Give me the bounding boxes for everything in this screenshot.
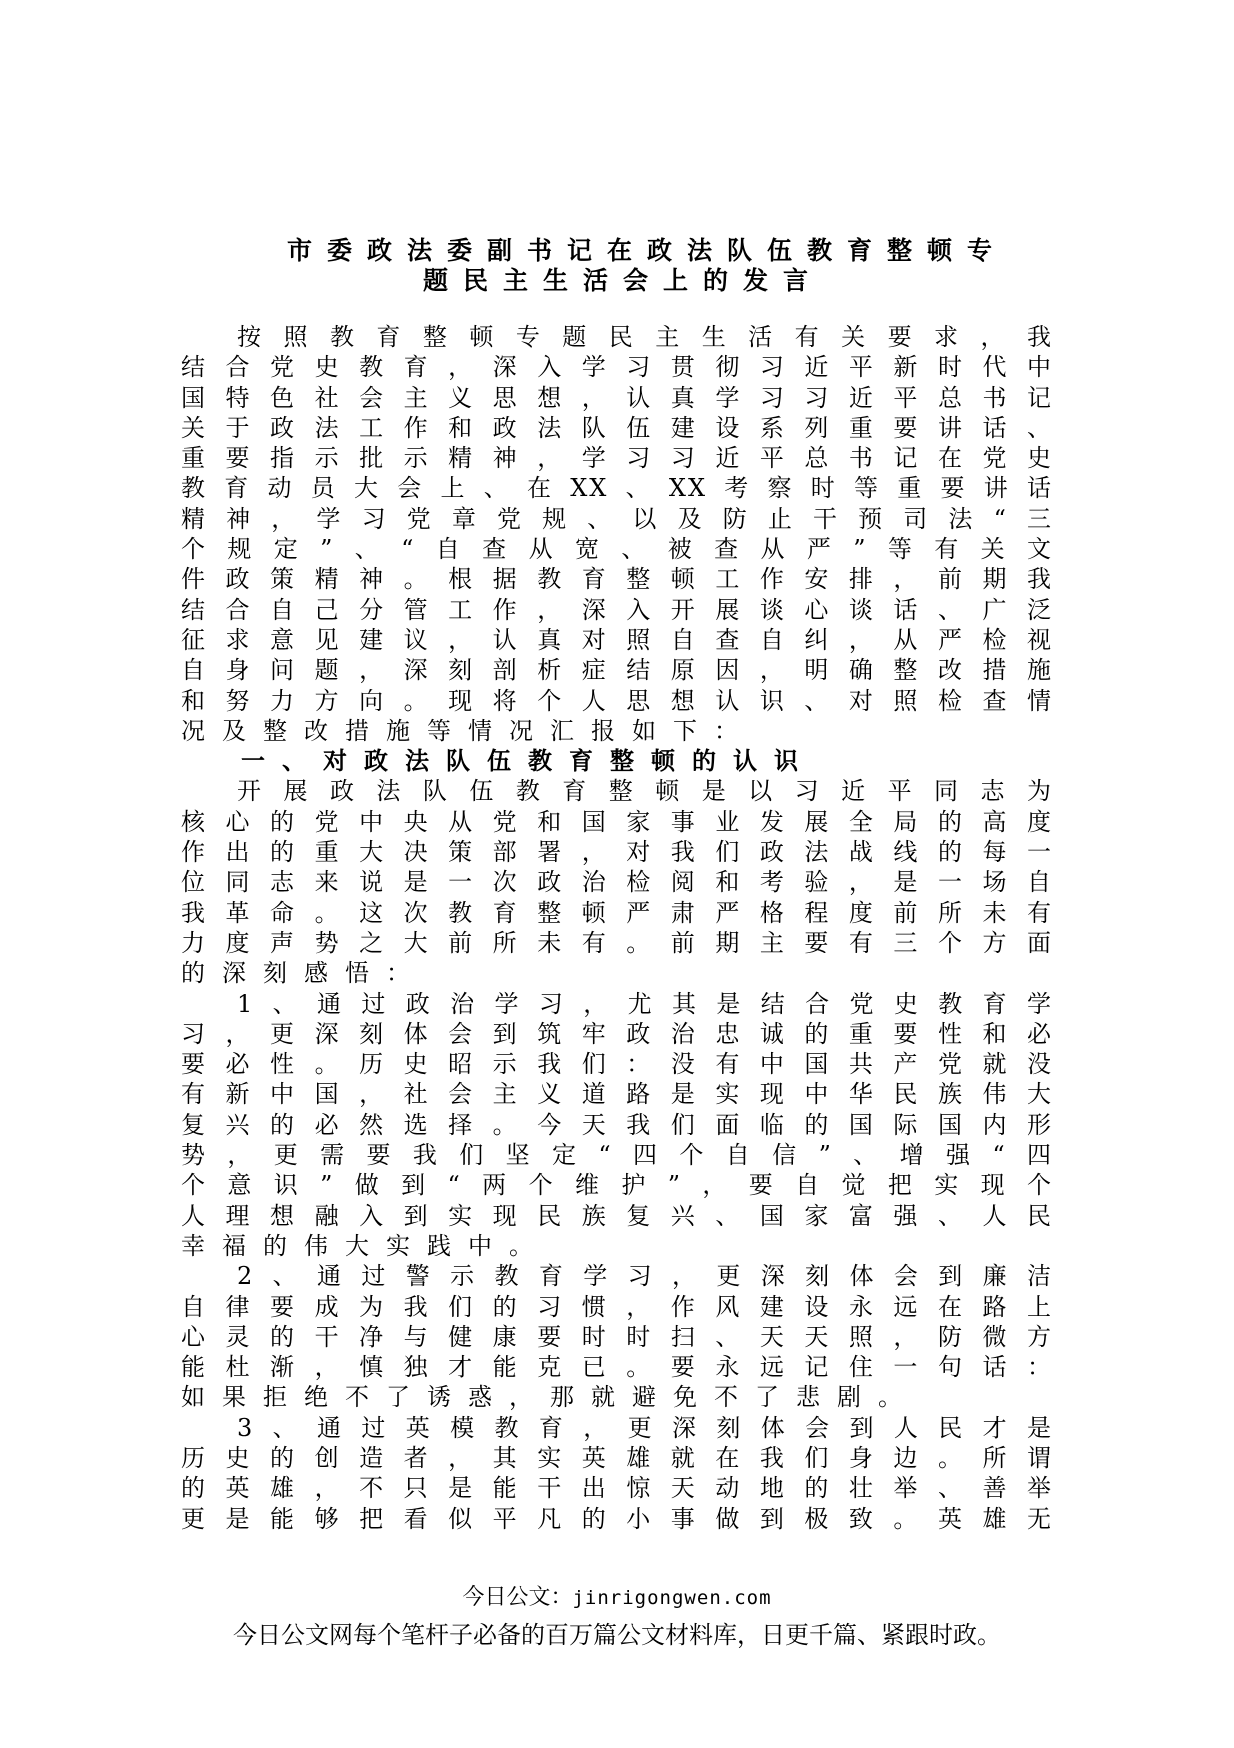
body-line: 要必性。历史昭示我们：没有中国共产党就没: [181, 1050, 1053, 1079]
body-line: 复兴的必然选择。今天我们面临的国际国内形: [181, 1110, 1053, 1139]
body-line: 2、通过警示教育学习，更深刻体会到廉洁: [237, 1262, 1053, 1291]
body-line: 更是能够把看似平凡的小事做到极致。英雄无: [181, 1504, 1053, 1533]
footer-url-link[interactable]: jinrigongwen.com: [572, 1587, 772, 1609]
body-line: 1、通过政治学习，尤其是结合党史教育学: [237, 989, 1053, 1018]
body-line: 历史的创造者，其实英雄就在我们身边。所谓: [181, 1443, 1053, 1472]
body-line: 个规定”、“自查从宽、被查从严”等有关文: [181, 535, 1053, 564]
body-line: 作出的重大决策部署，对我们政法战线的每一: [181, 838, 1053, 867]
body-line: 的英雄，不只是能干出惊天动地的壮举、善举: [181, 1474, 1053, 1503]
body-line: 和努力方向。现将个人思想认识、对照检查情: [181, 686, 1053, 715]
body-line: 开展政法队伍教育整顿是以习近平同志为: [237, 777, 1053, 806]
body-line: 有新中国，社会主义道路是实现中华民族伟大: [181, 1080, 1053, 1109]
body-line: 自律要成为我们的习惯，作风建设永远在路上: [181, 1292, 1053, 1321]
document-title-line-1: 市委政法委副书记在政法队伍教育整顿专: [286, 236, 1007, 265]
body-line: 重要指示批示精神，学习习近平总书记在党史: [181, 444, 1053, 473]
body-line: 心灵的干净与健康要时时扫、天天照，防微方: [181, 1322, 1053, 1351]
body-line: 精神，学习党章党规、以及防止干预司法“三: [181, 504, 1053, 533]
body-line: 习，更深刻体会到筑牢政治忠诚的重要性和必: [181, 1019, 1053, 1048]
footer-brand: [0, 1584, 1234, 1612]
body-line: 个意识”做到“两个维护”，要自觉把实现个: [181, 1171, 1053, 1200]
body-line: 位同志来说是一次政治检阅和考验，是一场自: [181, 868, 1053, 897]
body-line: 征求意见建议，认真对照自查自纠，从严检视: [181, 625, 1053, 654]
body-line: 自身问题，深刻剖析症结原因，明确整改措施: [181, 656, 1053, 685]
body-line: 的深刻感悟：: [181, 959, 427, 988]
body-line: 结合党史教育，深入学习贯彻习近平新时代中: [181, 353, 1053, 382]
body-line: 力度声势之大前所未有。前期主要有三个方面: [181, 928, 1053, 957]
body-line: 人理想融入到实现民族复兴、国家富强、人民: [181, 1201, 1053, 1230]
body-line: 国特色社会主义思想，认真学习习近平总书记: [181, 383, 1053, 412]
body-line: 关于政法工作和政法队伍建设系列重要讲话、: [181, 413, 1053, 442]
body-line: 我革命。这次教育整顿严肃严格程度前所未有: [181, 898, 1053, 927]
body-line: 按照教育整顿专题民主生活有关要求，我: [237, 323, 1053, 351]
footer-brand-prefix: 今日公文：: [462, 1585, 573, 1610]
body-line: 况及整改措施等情况汇报如下：: [181, 716, 755, 745]
body-line: 能杜渐，慎独才能克已。要永远记住一句话：: [181, 1353, 1053, 1382]
document-body: [181, 322, 1053, 1534]
body-line: 结合自己分管工作，深入开展谈心谈话、广泛: [181, 595, 1053, 624]
footer-tagline: 今日公文网每个笔杆子必备的百万篇公文材料库，日更千篇、紧跟时政。: [233, 1621, 1001, 1649]
body-line: 核心的党中央从党和国家事业发展全局的高度: [181, 807, 1053, 836]
body-line: 3、通过英模教育，更深刻体会到人民才是: [237, 1413, 1053, 1442]
section-heading: 一、对政法队伍教育整顿的认识: [241, 747, 815, 776]
body-line: 如果拒绝不了诱惑，那就避免不了悲剧。: [181, 1383, 919, 1412]
body-line: 势，更需要我们坚定“四个自信”、增强“四: [181, 1141, 1053, 1170]
body-line: 教育动员大会上、在XX、XX考察时等重要讲话: [181, 474, 1053, 503]
body-line: 幸福的伟大实践中。: [181, 1231, 550, 1260]
document-title-line-2: 题民主生活会上的发言: [422, 266, 823, 295]
body-line: 件政策精神。根据教育整顿工作安排，前期我: [181, 565, 1053, 594]
